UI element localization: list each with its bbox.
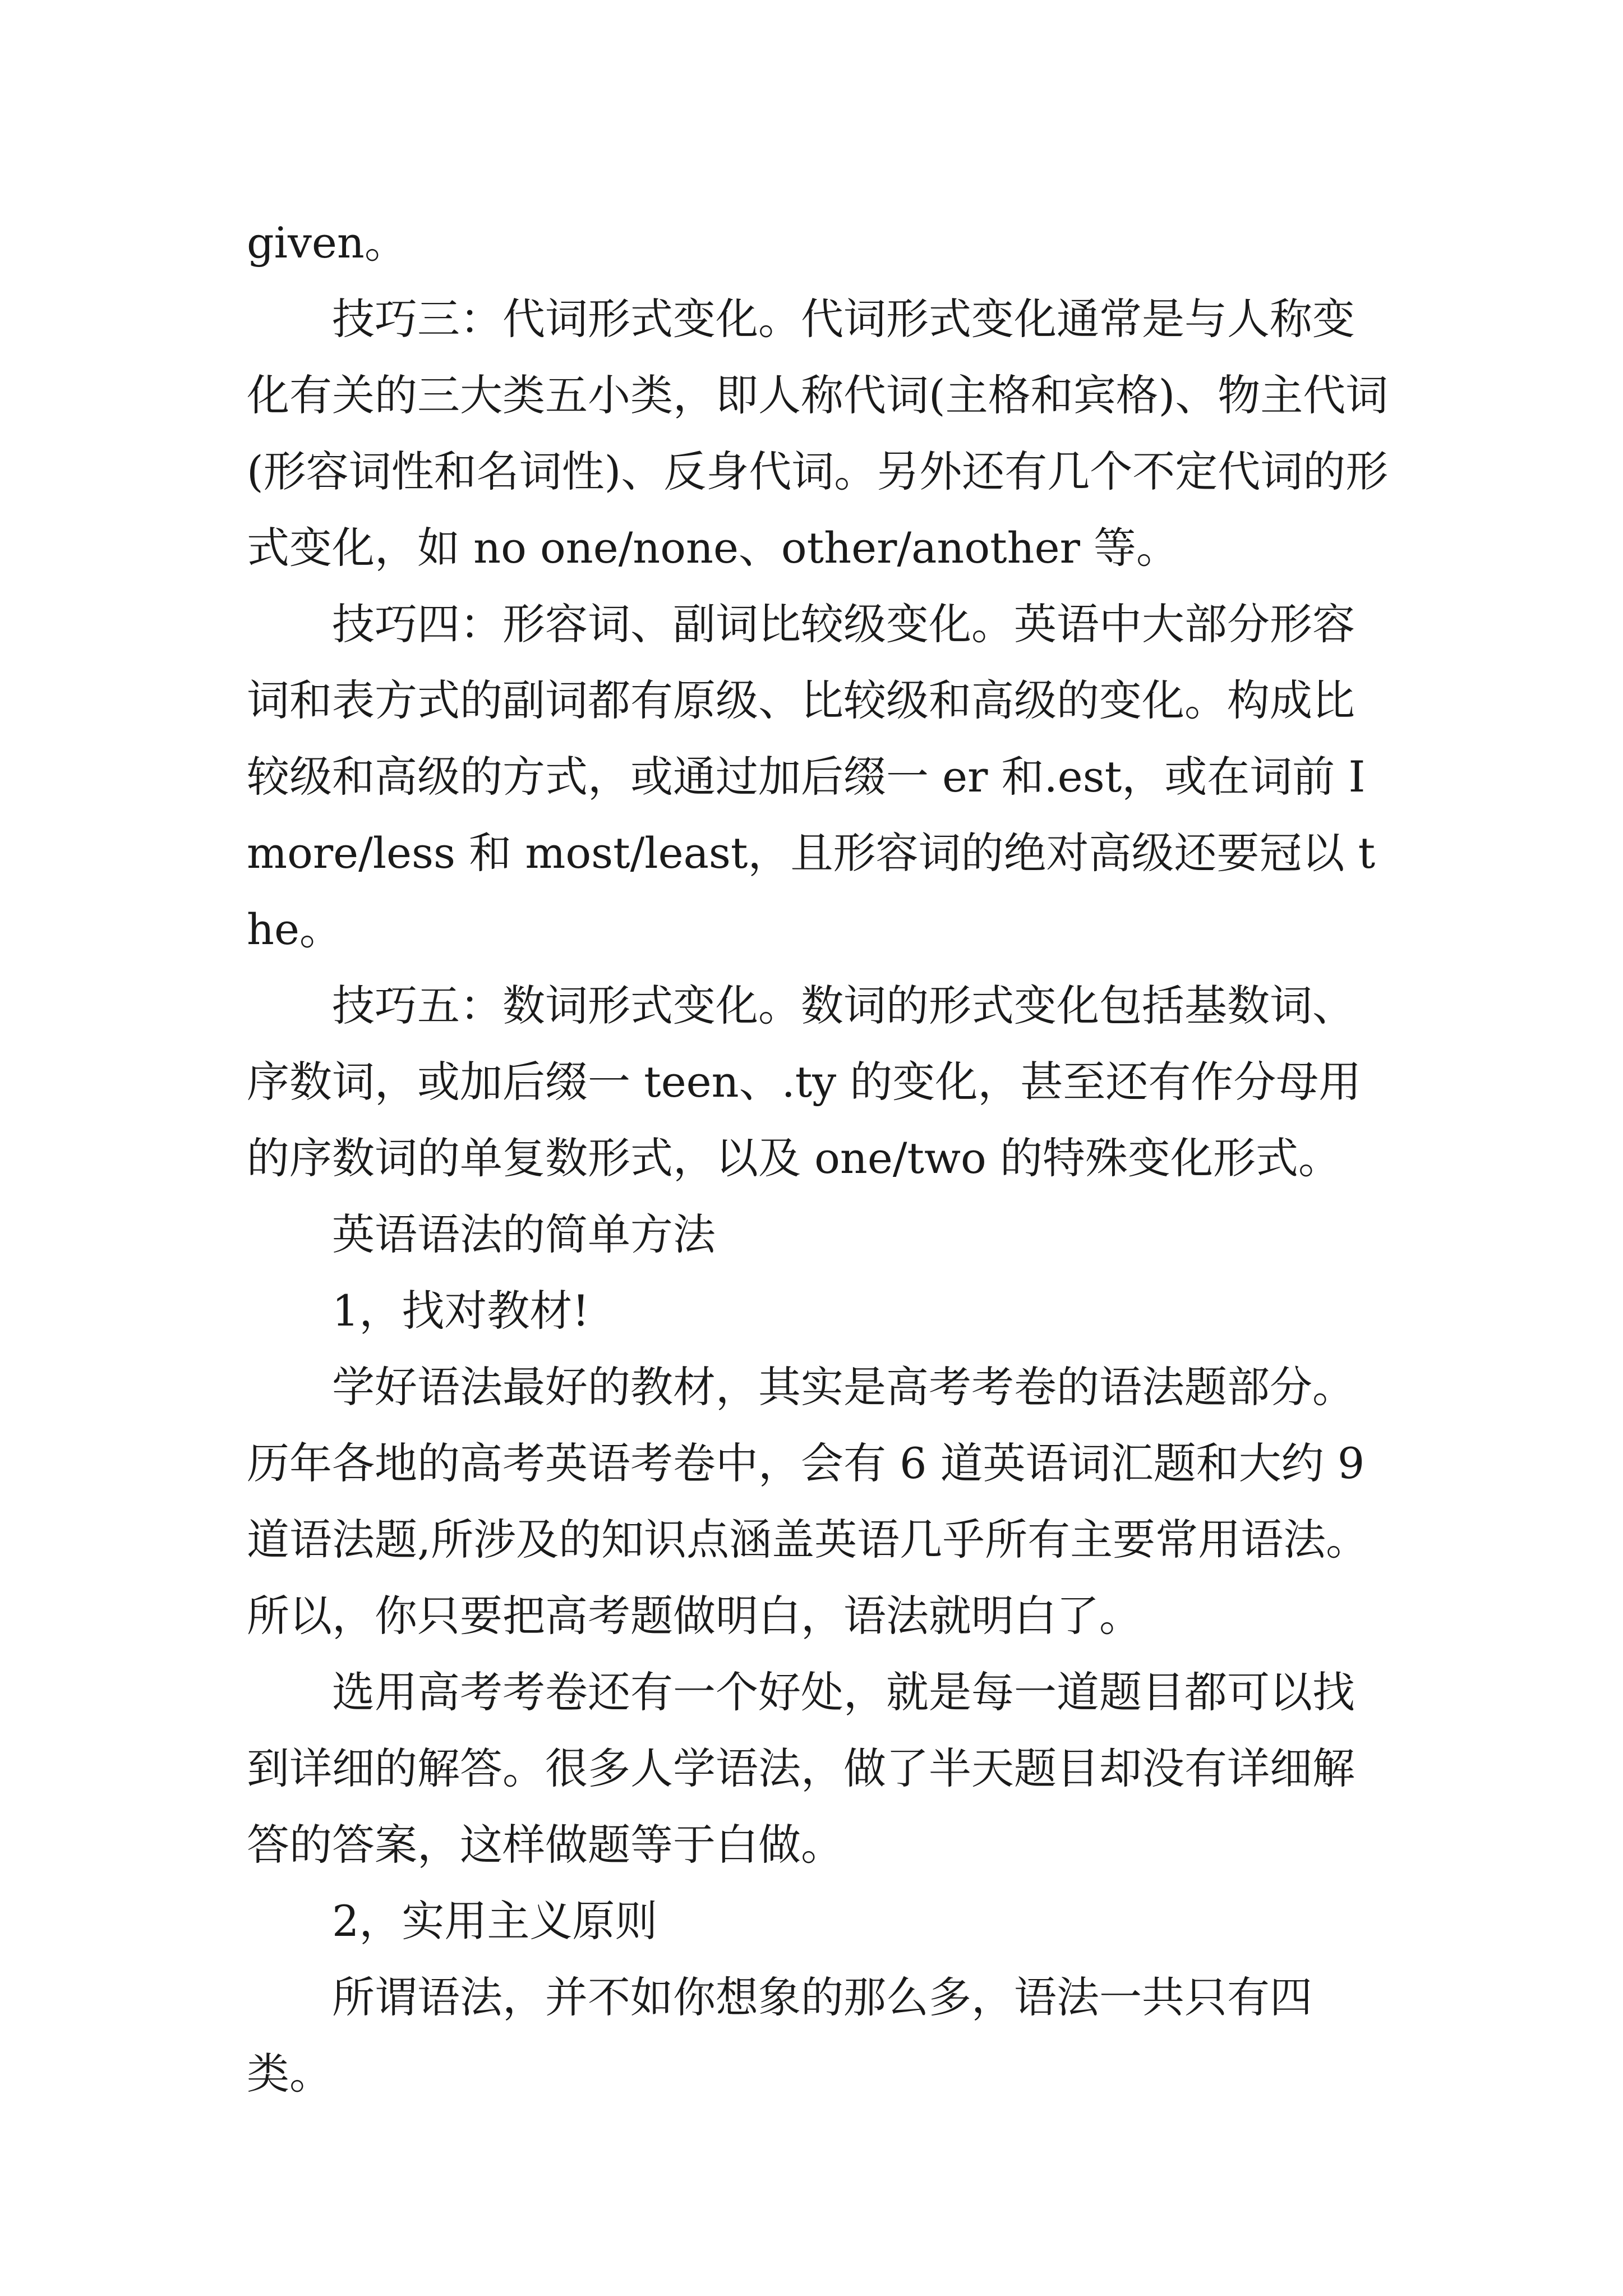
paragraph-tip-five: 技巧五：数词形式变化。数词的形式变化包括基数词、序数词，或加后缀一 teen、.ty 的变化，甚至还有作分母用的序数词的单复数形式，以及 one/two 的特殊变化形式。 [247,981,1362,1183]
paragraph-given: given。 [247,218,407,268]
paragraph-tip-three: 技巧三：代词形式变化。代词形式变化通常是与人称变化有关的三大类五小类，即人称代词(主格和宾格)、物主代词(形容词性和名词性)、反身代词。另外还有几个不定代词的形式变化，如 no one/none、other/another 等。 [247,294,1389,573]
subheading-one: 1，找对教材! [332,1286,589,1336]
paragraph-grammar-types: 所谓语法，并不如你想象的那么多，语法一共只有四类。 [247,1972,1312,2099]
subheading-two: 2，实用主义原则 [332,1896,658,1946]
section-heading: 英语语法的简单方法 [332,1209,716,1259]
paragraph-tip-four: 技巧四：形容词、副词比较级变化。英语中大部分形容词和表方式的副词都有原级、比较级和高级的变化。构成比较级和高级的方式，或通过加后缀一 er 和.est，或在词前 Imore/less 和 most/least，且形容词的绝对高级还要冠以 the。 [247,599,1376,954]
paragraph-textbook: 学好语法最好的教材，其实是高考考卷的语法题部分。历年各地的高考英语考卷中，会有 6 道英语词汇题和大约 9 道语法题,所涉及的知识点涵盖英语几乎所有主要常用语法。所以，你只要把高考题做明白，语法就明白了。 [247,1362,1369,1641]
document-body [247,205,1396,2112]
paragraph-exam-benefit: 选用高考考卷还有一个好处，就是每一道题目都可以找到详细的解答。很多人学语法，做了半天题目却没有详细解答的答案，这样做题等于白做。 [247,1667,1355,1870]
